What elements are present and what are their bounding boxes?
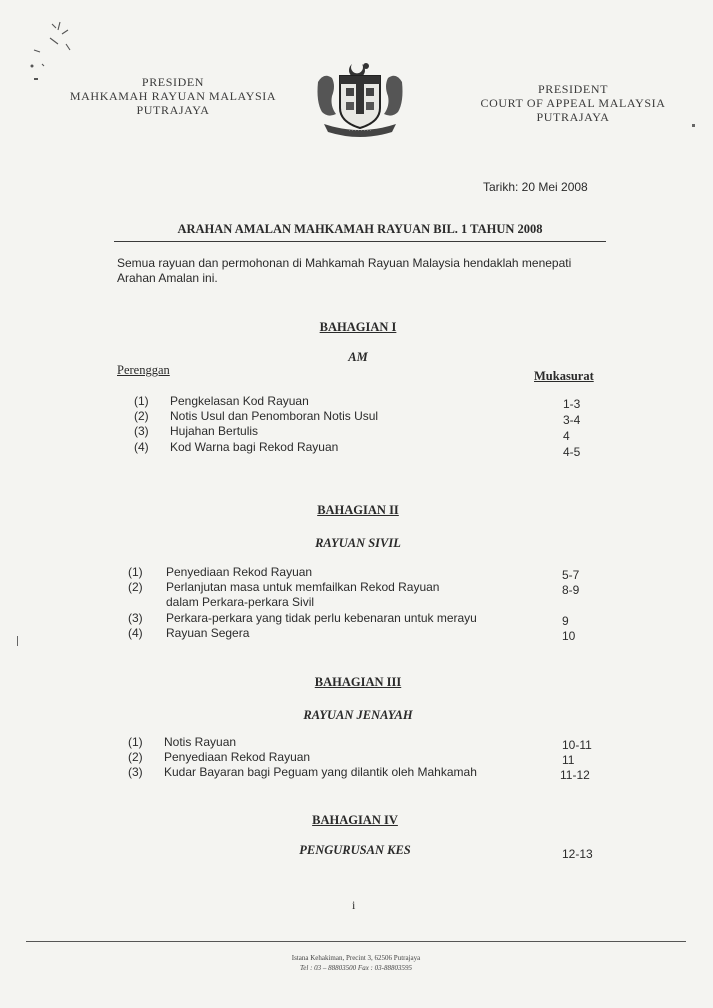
item-page: 9: [562, 614, 569, 628]
document-title: ARAHAN AMALAN MAHKAMAH RAYUAN BIL. 1 TAHUN 2008: [177, 222, 543, 236]
section-4-subheading: PENGURUSAN KES: [299, 843, 411, 857]
item-page: 4-5: [563, 445, 581, 459]
section-2-heading: BAHAGIAN II: [317, 503, 399, 517]
title-rule: [114, 241, 606, 242]
item-page: 10-11: [562, 738, 592, 752]
intro-line-1: Semua rayuan dan permohonan di Mahkamah Rayuan Malaysia hendaklah menepati: [117, 256, 572, 270]
scan-mark: [34, 78, 38, 80]
page-number: i: [352, 898, 356, 912]
header-left-line-1: PRESIDEN: [141, 75, 205, 89]
item-text: Hujahan Bertulis: [170, 424, 259, 438]
item-page: 10: [562, 629, 576, 643]
item-text: Kudar Bayaran bagi Peguam yang dilantik oleh Mahkamah: [164, 765, 477, 779]
item-number: (2): [128, 580, 143, 594]
coat-of-arms-emblem: [310, 58, 410, 140]
item-text: Perkara-perkara yang tidak perlu kebenaran untuk merayu: [166, 611, 477, 625]
item-number: (2): [134, 409, 149, 423]
item-text: Pengkelasan Kod Rayuan: [170, 394, 309, 408]
footer-line-2: Tel : 03 – 88803500 Fax : 03-88803595: [300, 964, 412, 972]
column-header-perenggan: Perenggan: [117, 363, 170, 377]
intro-line-2: Arahan Amalan ini.: [117, 271, 218, 285]
item-number: (2): [128, 750, 143, 764]
item-page: 3-4: [563, 413, 581, 427]
section-4-heading: BAHAGIAN IV: [312, 813, 398, 827]
intro-paragraph: [117, 256, 571, 286]
item-number: (4): [134, 440, 149, 454]
header-right-line-3: PUTRAJAYA: [536, 110, 610, 124]
header-right-line-2: COURT OF APPEAL MALAYSIA: [480, 96, 666, 110]
footer-rule: [26, 941, 686, 942]
scan-mark: [692, 124, 695, 127]
item-page: 11-12: [560, 768, 590, 782]
item-number: (3): [128, 611, 143, 625]
item-number: (3): [128, 765, 143, 779]
scan-mark: [17, 636, 18, 646]
item-text: Penyediaan Rekod Rayuan: [166, 565, 313, 579]
section-1-heading: BAHAGIAN I: [319, 320, 397, 334]
item-page: 5-7: [562, 568, 580, 582]
item-number: (1): [128, 735, 143, 749]
item-text: Perlanjutan masa untuk memfailkan Rekod Rayuan: [166, 580, 440, 594]
item-text: Penyediaan Rekod Rayuan: [164, 750, 311, 764]
item-page: 1-3: [563, 397, 581, 411]
header-left-line-2: MAHKAMAH RAYUAN MALAYSIA: [69, 89, 277, 103]
item-text: Rayuan Segera: [166, 626, 250, 640]
section-3-heading: BAHAGIAN III: [314, 675, 402, 689]
item-page: 8-9: [562, 583, 580, 597]
handwritten-mark: [22, 14, 92, 84]
header-right: [448, 82, 698, 124]
header-left-line-3: PUTRAJAYA: [136, 103, 210, 117]
item-number: (1): [134, 394, 149, 408]
item-text: Kod Warna bagi Rekod Rayuan: [170, 440, 339, 454]
section-1-subheading: AM: [348, 350, 368, 364]
footer-address: [206, 953, 506, 973]
svg-text:· · · · · · · ·: · · · · · · · ·: [348, 128, 372, 134]
item-number: (1): [128, 565, 143, 579]
item-page: 11: [562, 753, 575, 767]
item-text: Notis Usul dan Penomboran Notis Usul: [170, 409, 379, 423]
section-4-page: 12-13: [562, 847, 593, 861]
section-2-subheading: RAYUAN SIVIL: [315, 536, 401, 550]
column-header-mukasurat: Mukasurat: [534, 369, 594, 383]
footer-line-1: Istana Kehakiman, Precint 3, 62506 Putrajaya: [291, 954, 421, 962]
item-page: 4: [563, 429, 570, 443]
item-text-continued: dalam Perkara-perkara Sivil: [166, 595, 315, 609]
item-text: Notis Rayuan: [164, 735, 237, 749]
item-number: (3): [134, 424, 149, 438]
header-left: [38, 75, 308, 117]
item-number: (4): [128, 626, 143, 640]
header-right-line-1: PRESIDENT: [537, 82, 609, 96]
document-date: Tarikh: 20 Mei 2008: [483, 180, 588, 194]
section-3-subheading: RAYUAN JENAYAH: [303, 708, 413, 722]
